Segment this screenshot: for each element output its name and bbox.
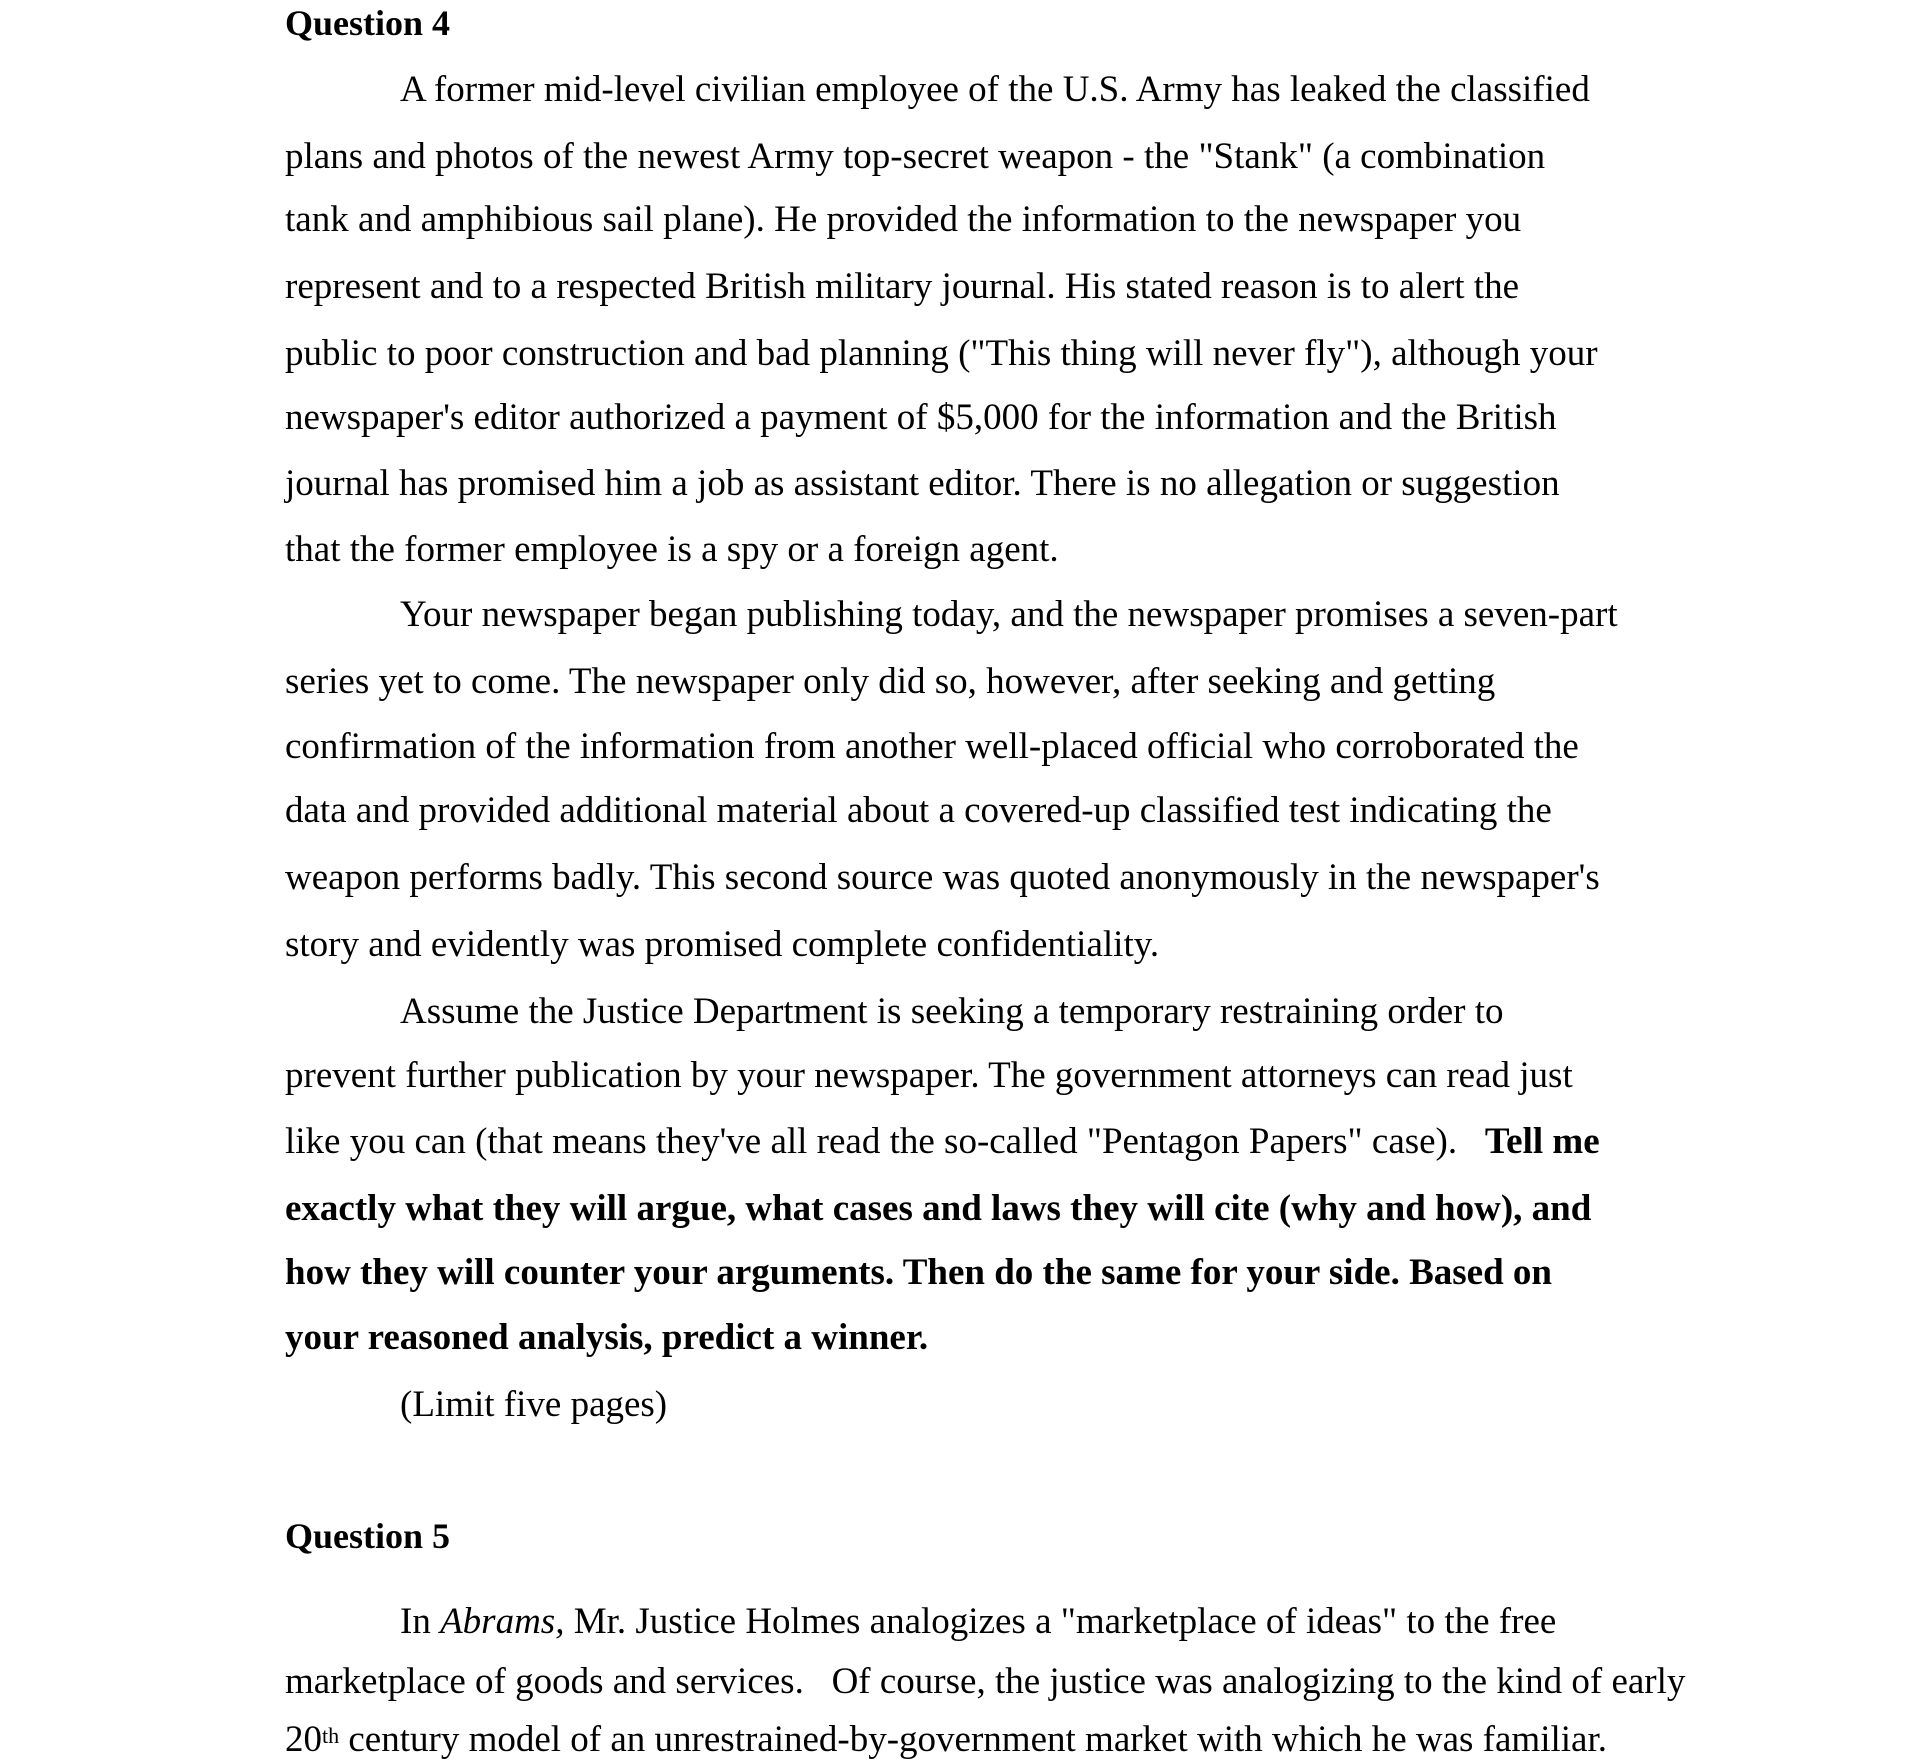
q4-para2-line: story and evidently was promised complete confidentiality. (285, 924, 1160, 965)
q4-para1-line: tank and amphibious sail plane). He provided the information to the newspaper you (285, 199, 1522, 240)
q4-para2-line: Your newspaper began publishing today, and the newspaper promises a seven-part (400, 594, 1618, 635)
q4-para1-line: that the former employee is a spy or a foreign agent. (285, 529, 1059, 570)
q4-para2-line: confirmation of the information from another well-placed official who corroborated the (285, 726, 1579, 767)
q5-text: In (400, 1601, 441, 1642)
q4-para2-line: data and provided additional material about a covered-up classified test indicating the (285, 790, 1552, 831)
q4-instruction-bold: Tell me (1484, 1121, 1600, 1162)
q4-para2-line: weapon performs badly. This second source was quoted anonymously in the newspaper's (285, 857, 1600, 898)
q4-para1-line: represent and to a respected British military journal. His stated reason is to alert the (285, 266, 1519, 307)
question-4-heading: Question 4 (285, 3, 451, 43)
q5-para-line (400, 1600, 1556, 1644)
q4-para3-line (285, 1120, 1600, 1164)
q4-para3-text: like you can (that means they've all read the so-called "Pentagon Papers" case). (285, 1121, 1485, 1162)
q4-para3-line: Assume the Justice Department is seeking a temporary restraining order to (400, 991, 1504, 1032)
ordinal-suffix: th (322, 1723, 340, 1748)
q5-text: 20 (285, 1719, 322, 1760)
q4-instruction-line: exactly what they will argue, what cases and laws they will cite (why and how), and (285, 1188, 1592, 1229)
case-name-abrams: Abrams, (440, 1601, 565, 1642)
q5-para-line: marketplace of goods and services. Of course, the justice was analogizing to the kind of early (285, 1661, 1686, 1702)
q4-para1-line: plans and photos of the newest Army top-secret weapon - the "Stank" (a combination (285, 136, 1546, 177)
q4-para1-line: journal has promised him a job as assistant editor. There is no allegation or suggestion (285, 463, 1560, 504)
q4-para2-line: series yet to come. The newspaper only did so, however, after seeking and getting (285, 661, 1496, 702)
q4-para1-line: newspaper's editor authorized a payment of $5,000 for the information and the British (285, 397, 1557, 438)
q4-instruction-line: how they will counter your arguments. Then do the same for your side. Based on (285, 1252, 1552, 1293)
q4-instruction-line: your reasoned analysis, predict a winner. (285, 1317, 929, 1358)
q4-page-limit: (Limit five pages) (400, 1384, 668, 1425)
q5-text: Mr. Justice Holmes analogizes a "marketplace of ideas" to the free (564, 1601, 1557, 1642)
q5-text: century model of an unrestrained-by-government market with which he was familiar. (339, 1719, 1607, 1760)
q4-para3-line: prevent further publication by your newspaper. The government attorneys can read just (285, 1055, 1573, 1096)
q5-para-line (285, 1718, 1607, 1762)
question-5-heading: Question 5 (285, 1516, 451, 1556)
q4-para1-line: public to poor construction and bad planning ("This thing will never fly"), although your (285, 333, 1598, 374)
q4-para1-line: A former mid-level civilian employee of the U.S. Army has leaked the classified (400, 69, 1590, 110)
